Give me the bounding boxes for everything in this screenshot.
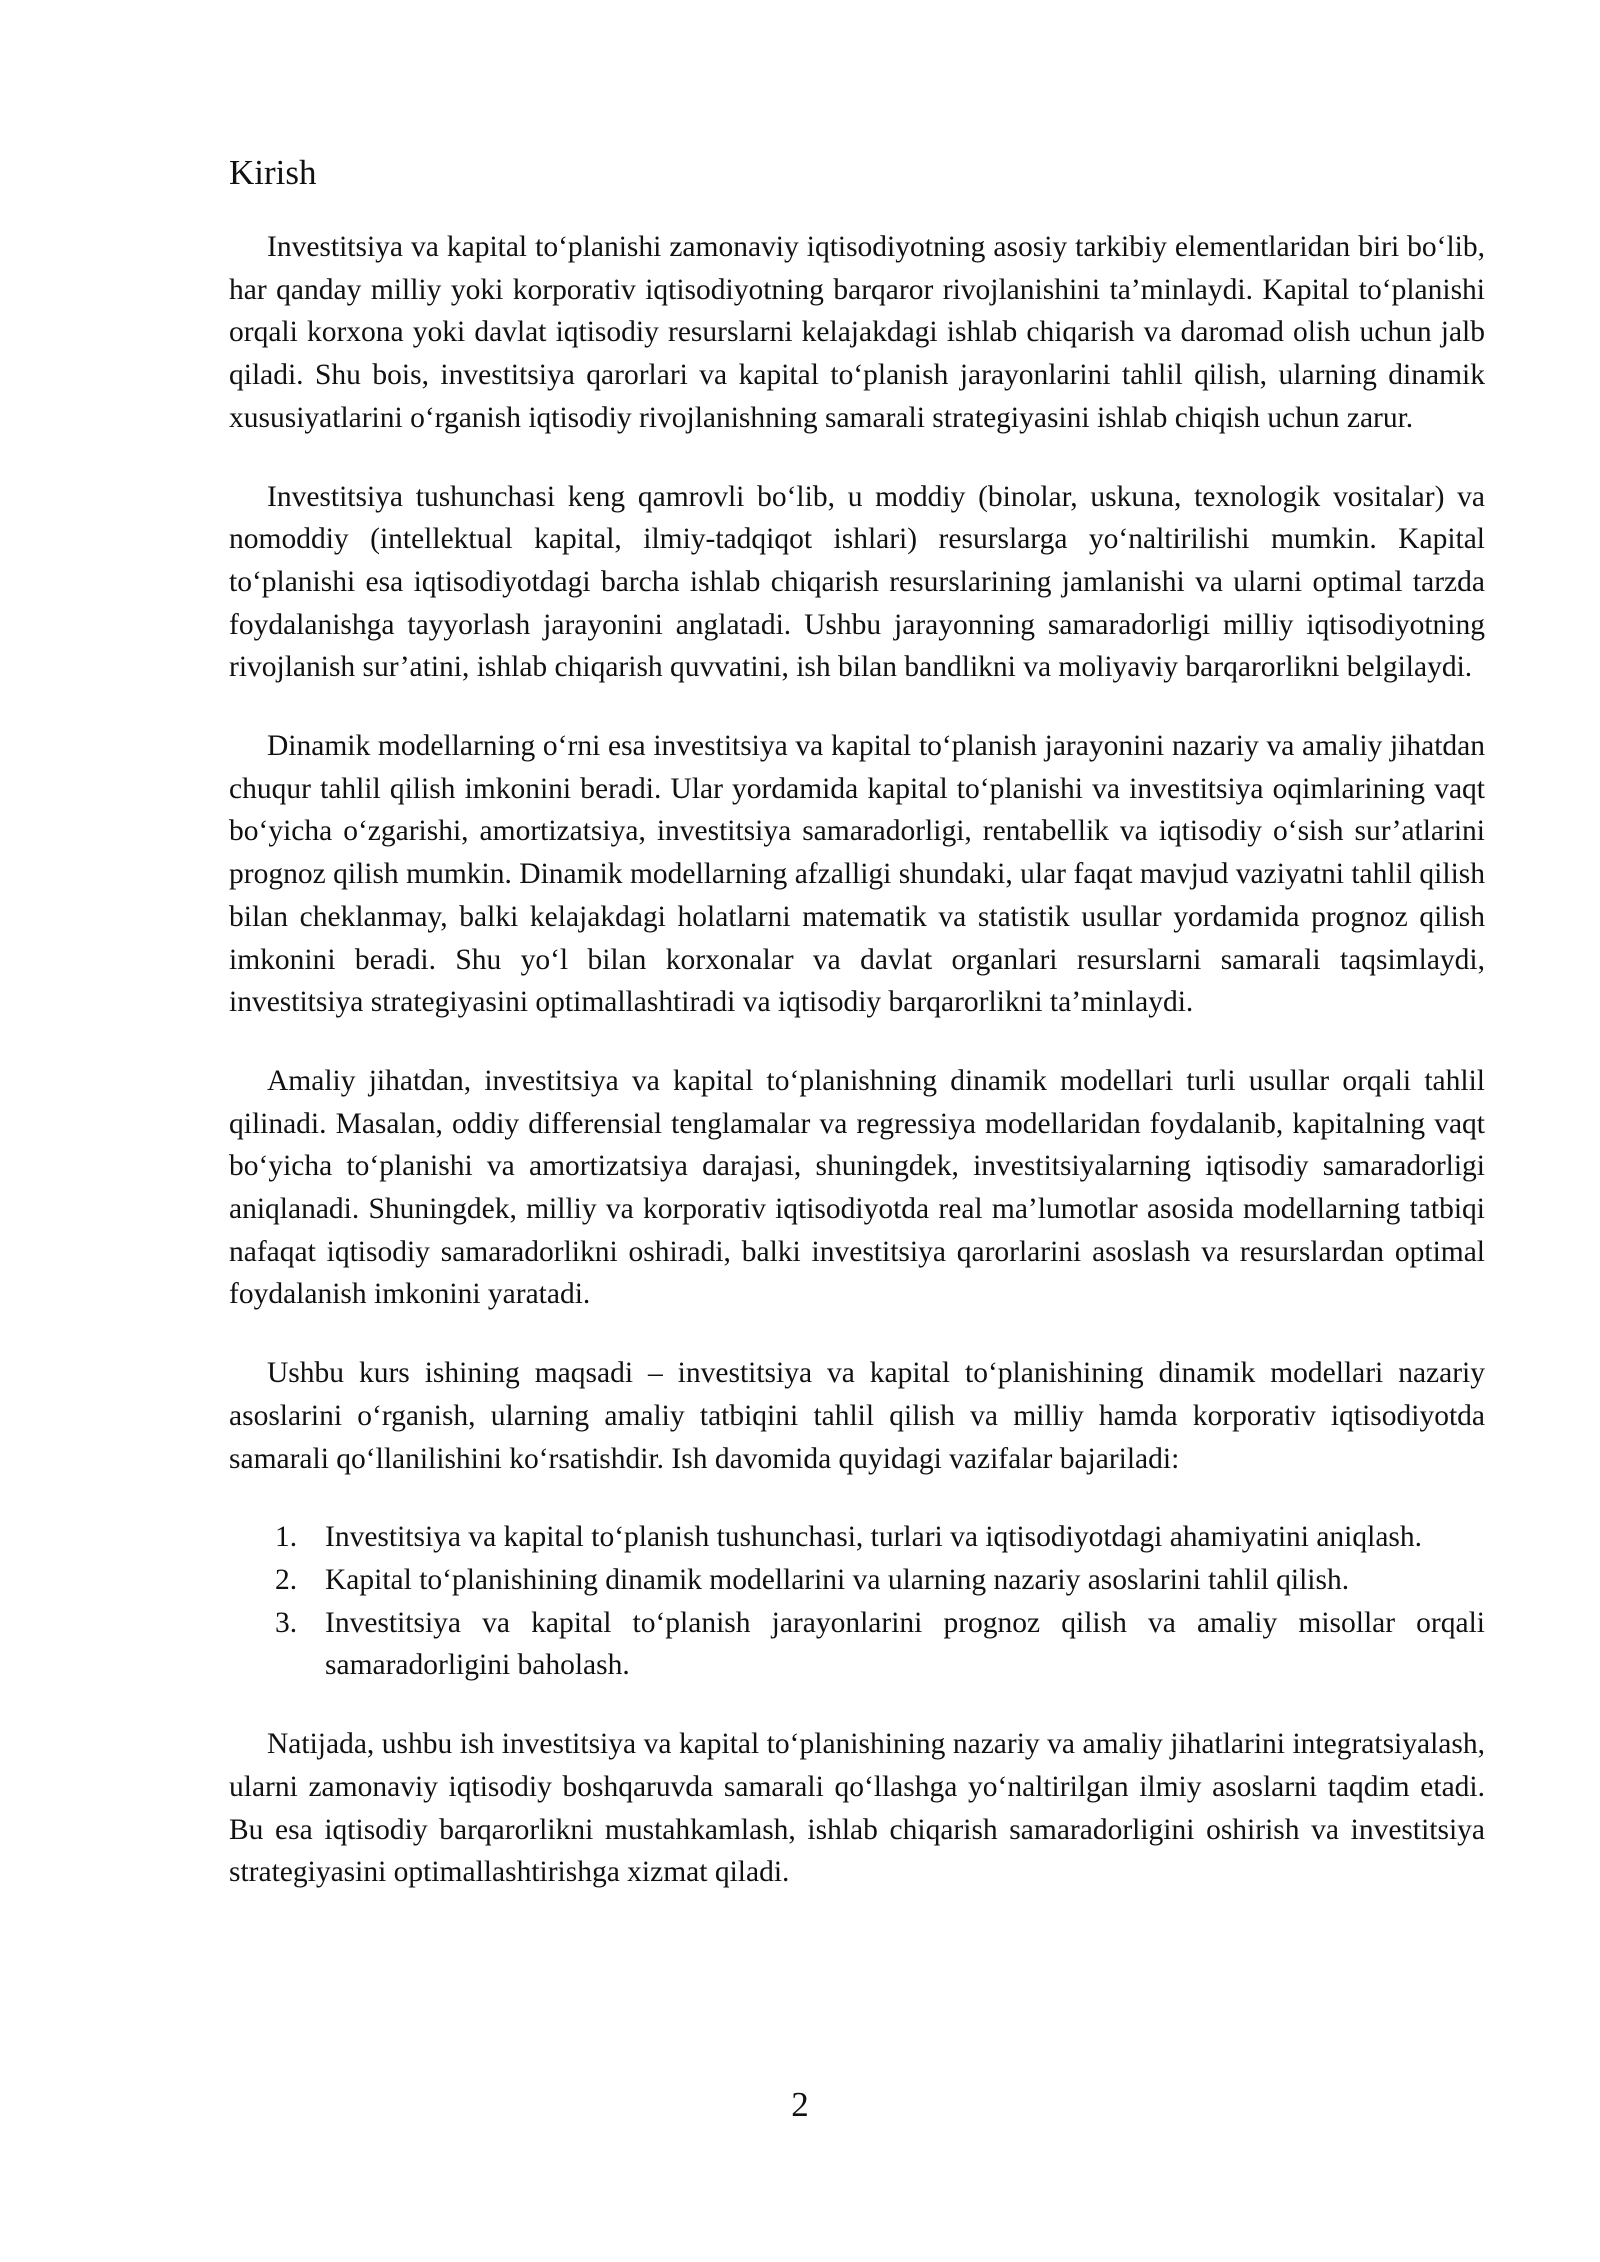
task-list [229, 1516, 1485, 1687]
paragraph-4: Amaliy jihatdan, investitsiya va kapital to‘planishning dinamik modellari turli usullar orqali tahlil qilinadi. Masalan, oddiy differensial tenglamalar va regressiya modellaridan foydalanib, kapitalning vaqt bo‘yicha to‘planishi va amortizatsiya darajasi, shuningdek, investitsiyalarning iqtisodiy samaradorligi aniqlanadi. Shuningdek, milliy va korporativ iqtisodiyotda real ma’lumotlar asosida modellarning tatbiqi nafaqat iqtisodiy samaradorlikni oshiradi, balki investitsiya qarorlarini asoslash va resurslardan optimal foydalanish imkonini yaratadi. [229, 1064, 1485, 1311]
paragraph-1: Investitsiya va kapital to‘planishi zamonaviy iqtisodiyotning asosiy tarkibiy elementlaridan biri bo‘lib, har qanday milliy yoki korporativ iqtisodiyotning barqaror rivojlanishini ta’minlaydi. Kapital to‘planishi orqali korxona yoki davlat iqtisodiy resurslarni kelajakdagi ishlab chiqarish va daromad olish uchun jalb qiladi. Shu bois, investitsiya qarorlari va kapital to‘planish jarayonlarini tahlil qilish, ularning dinamik xususiyatlarini o‘rganish iqtisodiy rivojlanishning samarali strategiyasini ishlab chiqish uchun zarur. [229, 231, 1485, 434]
task-list-number: 3. [275, 1606, 298, 1639]
section-heading: Kirish [229, 153, 317, 192]
paragraph-5: Ushbu kurs ishining maqsadi – investitsiya va kapital to‘planishining dinamik modellari nazariy asoslarini o‘rganish, ularning amaliy tatbiqini tahlil qilish va milliy hamda korporativ iqtisodiyotda samarali qo‘llanilishini ko‘rsatishdir. Ish davomida quyidagi vazifalar bajariladi: [229, 1357, 1485, 1475]
task-list-number: 1. [275, 1521, 298, 1554]
task-list-item [229, 1559, 1485, 1602]
task-list-text: Investitsiya va kapital to‘planish jarayonlarini prognoz qilish va amaliy misollar orqali samaradorligini baholash. [325, 1606, 1485, 1682]
task-list-item [229, 1602, 1485, 1687]
page-number: 2 [791, 2085, 809, 2124]
closing-paragraph: Natijada, ushbu ish investitsiya va kapital to‘planishining nazariy va amaliy jihatlarini integratsiyalash, ularni zamonaviy iqtisodiy boshqaruvda samarali qo‘llashga yo‘naltirilgan ilmiy asoslarni taqdim etadi. Bu esa iqtisodiy barqarorlikni mustahkamlash, ishlab chiqarish samaradorligini oshirish va investitsiya strategiyasini optimallashtirishga xizmat qiladi. [229, 1728, 1485, 1889]
page-content [229, 148, 1485, 1930]
paragraph-3: Dinamik modellarning o‘rni esa investitsiya va kapital to‘planish jarayonini nazariy va amaliy jihatdan chuqur tahlil qilish imkonini beradi. Ular yordamida kapital to‘planishi va investitsiya oqimlarining vaqt bo‘yicha o‘zgarishi, amortizatsiya, investitsiya samaradorligi, rentabellik va iqtisodiy o‘sish sur’atlarini prognoz qilish mumkin. Dinamik modellarning afzalligi shundaki, ular faqat mavjud vaziyatni tahlil qilish bilan cheklanmay, balki kelajakdagi holatlarni matematik va statistik usullar yordamida prognoz qilish imkonini beradi. Shu yo‘l bilan korxonalar va davlat organlari resurslarni samarali taqsimlaydi, investitsiya strategiyasini optimallashtiradi va iqtisodiy barqarorlikni ta’minlaydi. [229, 730, 1485, 1019]
task-list-text: Kapital to‘planishining dinamik modellarini va ularning nazariy asoslarini tahlil qilish. [325, 1563, 1350, 1596]
task-list-number: 2. [275, 1563, 298, 1596]
paragraph-2: Investitsiya tushunchasi keng qamrovli bo‘lib, u moddiy (binolar, uskuna, texnologik vositalar) va nomoddiy (intellektual kapital, ilmiy-tadqiqot ishlari) resurslarga yo‘naltirilishi mumkin. Kapital to‘planishi esa iqtisodiyotdagi barcha ishlab chiqarish resurslarining jamlanishi va ularni optimal tarzda foydalanishga tayyorlash jarayonini anglatadi. Ushbu jarayonning samaradorligi milliy iqtisodiyotning rivojlanish sur’atini, ishlab chiqarish quvvatini, ish bilan bandlikni va moliyaviy barqarorlikni belgilaydi. [229, 480, 1485, 684]
task-list-text: Investitsiya va kapital to‘planish tushunchasi, turlari va iqtisodiyotdagi ahamiyatini aniqlash. [325, 1521, 1423, 1554]
task-list-item [229, 1516, 1485, 1559]
